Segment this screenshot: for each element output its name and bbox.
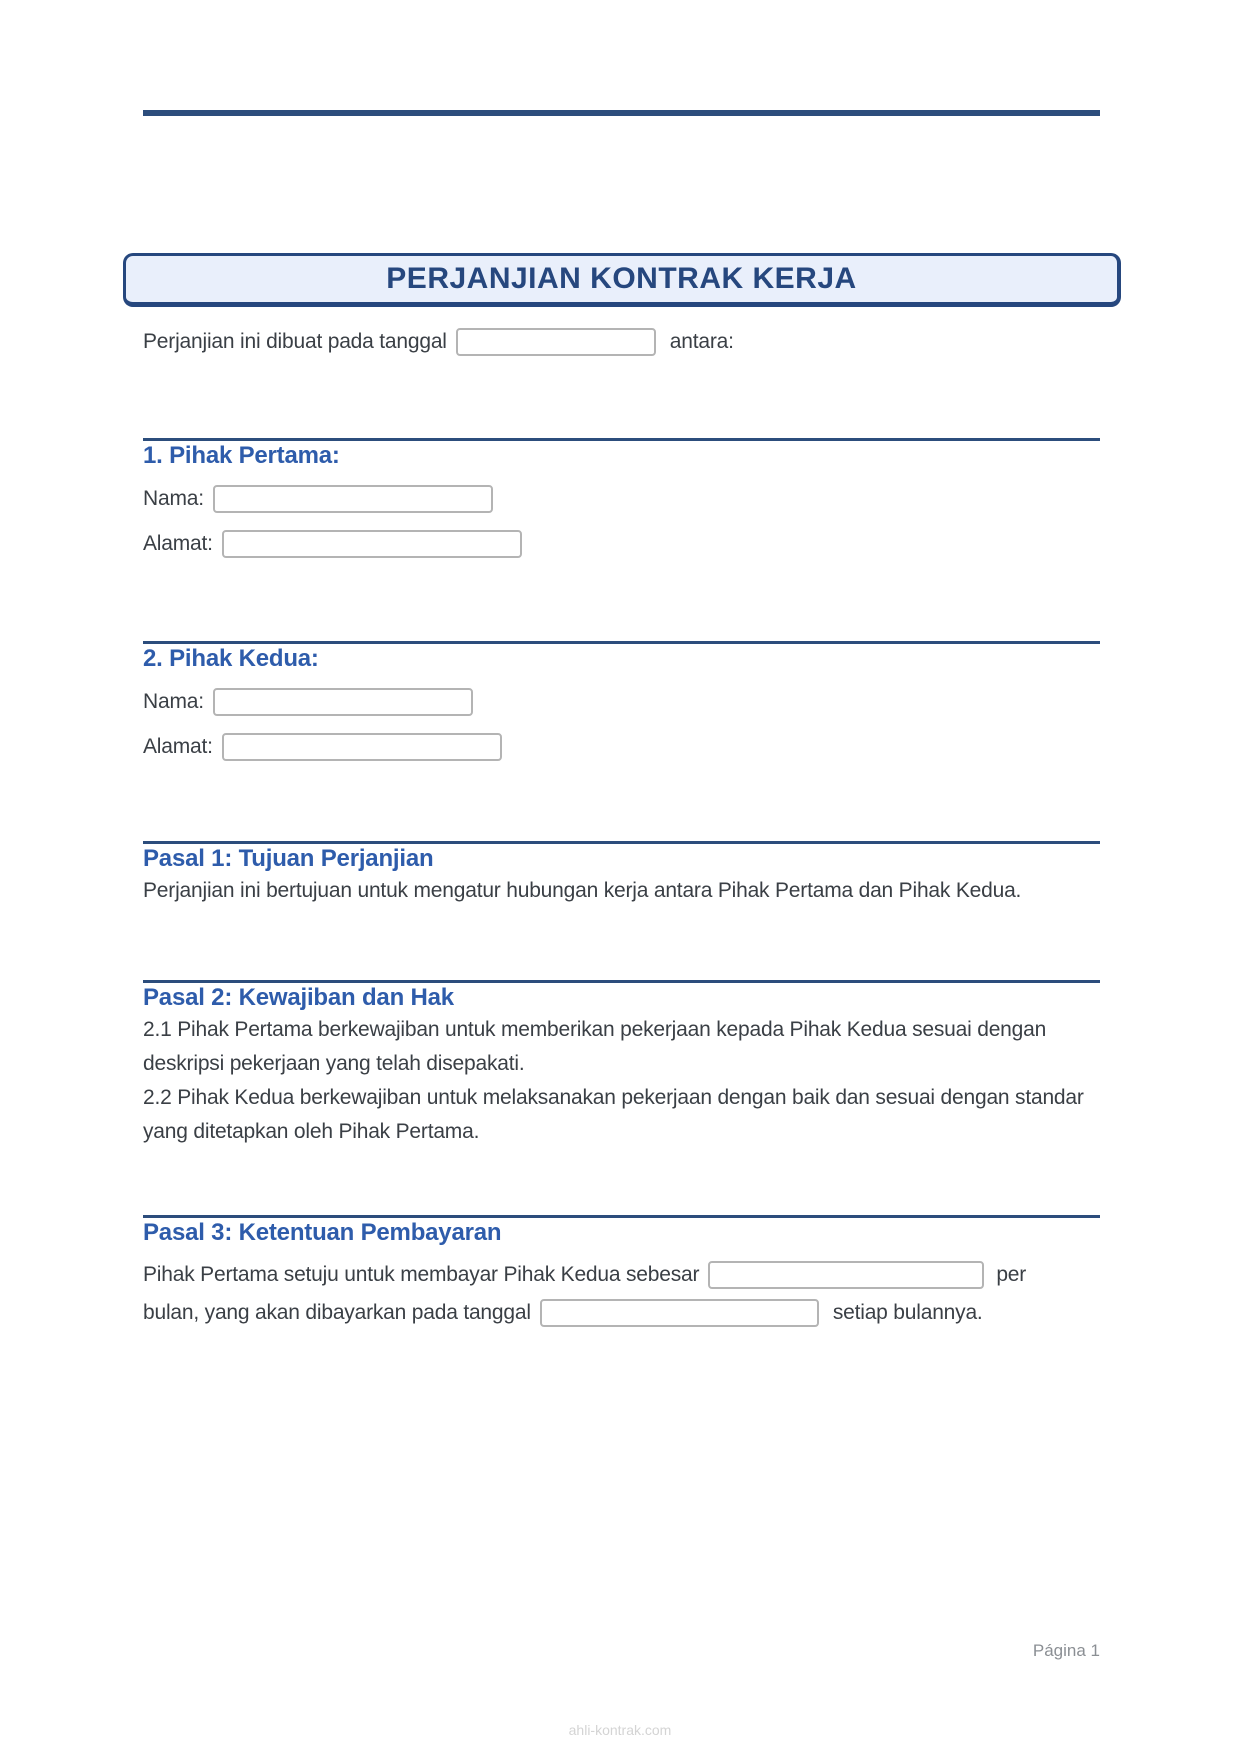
payment-text-before-amount: Pihak Pertama setuju untuk membayar Pihak Kedua sebesar bbox=[143, 1263, 700, 1286]
payment-date-input[interactable] bbox=[540, 1299, 819, 1327]
field-row bbox=[143, 732, 1100, 762]
payment-line-1 bbox=[143, 1256, 1100, 1294]
pihak-kedua-nama-input[interactable] bbox=[213, 688, 473, 716]
payment-text-after-amount: per bbox=[996, 1263, 1027, 1286]
payment-text-before-date: bulan, yang akan dibayarkan pada tanggal bbox=[143, 1301, 531, 1324]
field-label-alamat: Alamat: bbox=[143, 735, 213, 758]
site-watermark: ahli-kontrak.com bbox=[568, 1722, 672, 1738]
clause-paragraph-pasal-1: Perjanjian ini bertujuan untuk mengatur hubungan kerja antara Pihak Pertama dan Pihak Kedua. bbox=[143, 879, 1022, 902]
section-heading-pihak-kedua: 2. Pihak Kedua: bbox=[143, 645, 319, 672]
payment-paragraph bbox=[143, 1256, 1100, 1332]
field-row bbox=[143, 687, 1100, 717]
payment-amount-input[interactable] bbox=[708, 1261, 984, 1289]
document-title-banner bbox=[123, 253, 1121, 307]
intro-text-after-date: antara: bbox=[669, 330, 734, 353]
payment-text-after-date: setiap bulannya. bbox=[832, 1301, 983, 1324]
intro-paragraph bbox=[143, 325, 1100, 359]
field-label-nama: Nama: bbox=[143, 690, 204, 713]
top-rule bbox=[143, 110, 1100, 116]
field-label-alamat: Alamat: bbox=[143, 532, 213, 555]
section-heading-pihak-pertama: 1. Pihak Pertama: bbox=[143, 442, 340, 469]
pihak-pertama-nama-input[interactable] bbox=[213, 485, 493, 513]
clause-paragraph-2-1: 2.1 Pihak Pertama berkewajiban untuk memberikan pekerjaan kepada Pihak Kedua sesuai dengan deskripsi pekerjaan yang telah disepakati. bbox=[143, 1018, 1047, 1075]
field-label-nama: Nama: bbox=[143, 487, 204, 510]
document-title: PERJANJIAN KONTRAK KERJA bbox=[386, 262, 857, 295]
clause-paragraph-2-2: 2.2 Pihak Kedua berkewajiban untuk melaksanakan pekerjaan dengan baik dan sesuai dengan standar yang ditetapkan oleh Pihak Pertama. bbox=[143, 1086, 1084, 1143]
payment-line-2 bbox=[143, 1294, 1100, 1332]
field-row bbox=[143, 529, 1100, 559]
contract-date-input[interactable] bbox=[456, 328, 656, 356]
page-number: Página 1 bbox=[1032, 1641, 1100, 1660]
pihak-kedua-alamat-input[interactable] bbox=[222, 733, 502, 761]
clause-heading-pasal-3: Pasal 3: Ketentuan Pembayaran bbox=[143, 1219, 502, 1246]
clause-heading-pasal-1: Pasal 1: Tujuan Perjanjian bbox=[143, 845, 434, 872]
field-row bbox=[143, 484, 1100, 514]
clause-heading-pasal-2: Pasal 2: Kewajiban dan Hak bbox=[143, 984, 454, 1011]
intro-text-before-date: Perjanjian ini dibuat pada tanggal bbox=[143, 330, 447, 353]
pihak-pertama-alamat-input[interactable] bbox=[222, 530, 522, 558]
